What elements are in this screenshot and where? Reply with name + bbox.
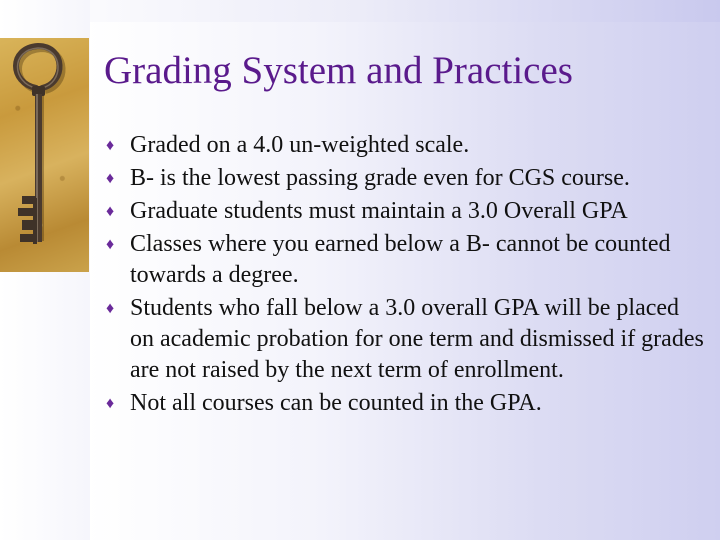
bullet-text: Graduate students must maintain a 3.0 Overall GPA [130,198,628,224]
slide-title: Grading System and Practices [104,49,573,92]
diamond-bullet-icon: ♦ [106,137,115,154]
bullet-text: B- is the lowest passing grade even for CGS course. [130,165,630,191]
bullet-text: Not all courses can be counted in the GPA. [130,390,542,416]
list-item [104,229,704,291]
list-item [104,293,704,386]
diamond-bullet-icon: ♦ [106,395,115,412]
list-item [104,163,704,194]
diamond-bullet-icon: ♦ [106,300,115,317]
bullet-list [104,130,704,421]
top-gradient-band [0,0,720,22]
diamond-bullet-icon: ♦ [106,236,115,253]
list-item [104,196,704,227]
bullet-text: Classes where you earned below a B- cannot be counted towards a degree. [130,231,671,288]
bullet-text: Students who fall below a 3.0 overall GPA will be placed on academic probation for one term and dismissed if grades are not raised by the next term of enrollment. [130,295,704,383]
diamond-bullet-icon: ♦ [106,170,115,187]
antique-key-icon [0,38,89,272]
bullet-text: Graded on a 4.0 un-weighted scale. [130,132,470,158]
diamond-bullet-icon: ♦ [106,203,115,220]
list-item [104,130,704,161]
list-item [104,388,704,419]
